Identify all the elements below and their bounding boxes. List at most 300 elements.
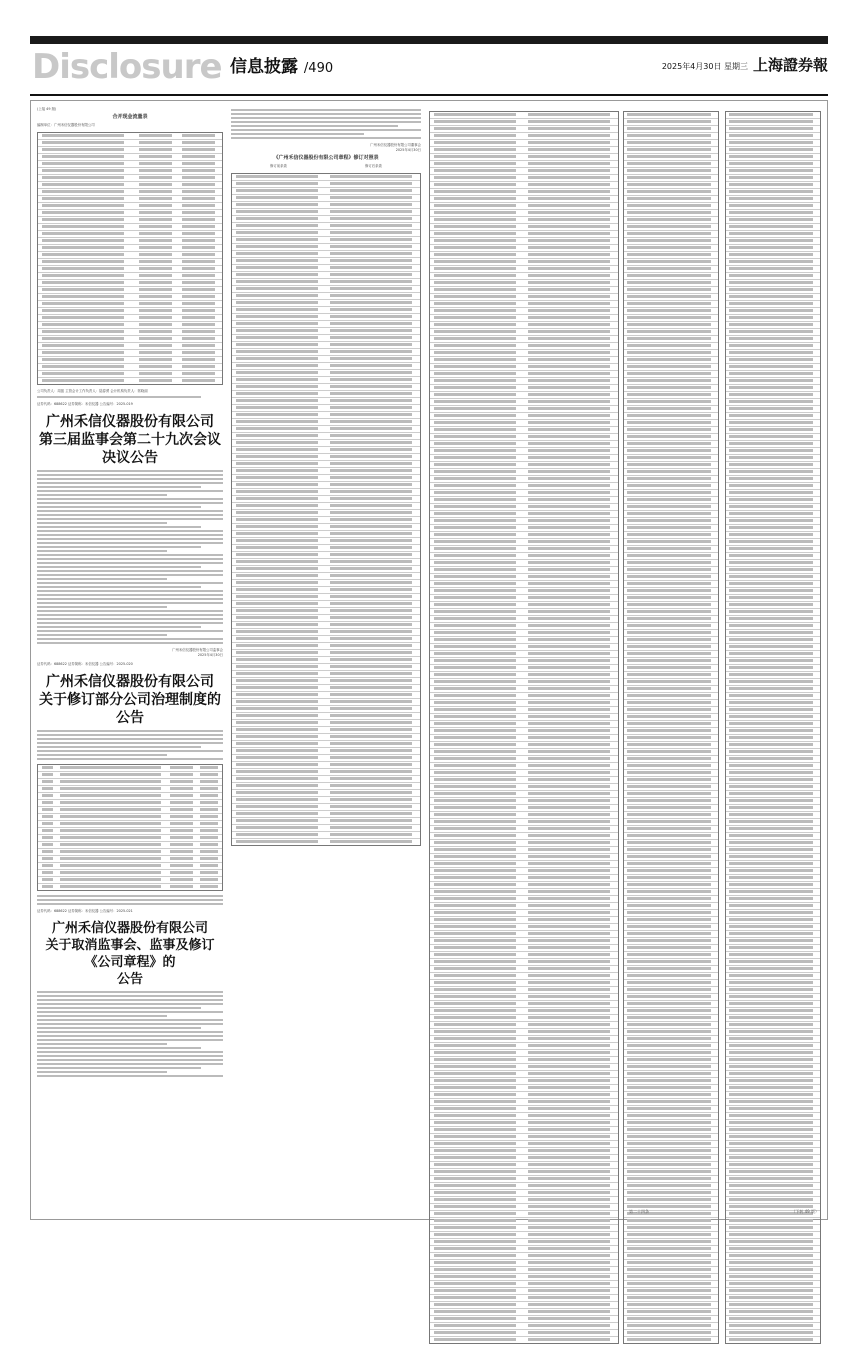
table-row bbox=[430, 1036, 618, 1043]
table-row bbox=[430, 1134, 618, 1141]
table-cell bbox=[729, 876, 814, 879]
table-cell bbox=[42, 281, 125, 284]
table-cell bbox=[528, 1205, 611, 1208]
table-cell bbox=[139, 183, 172, 186]
table-cell bbox=[170, 787, 192, 790]
table-cell bbox=[236, 399, 319, 402]
table-cell bbox=[170, 885, 192, 888]
table-cell bbox=[528, 925, 611, 928]
table-cell bbox=[627, 897, 712, 900]
table-row bbox=[624, 651, 718, 658]
table-row bbox=[624, 679, 718, 686]
table-cell bbox=[627, 771, 712, 774]
bylaws-table-right-b bbox=[725, 111, 821, 1344]
table-cell bbox=[60, 850, 161, 853]
table-row bbox=[430, 651, 618, 658]
table-row bbox=[726, 693, 820, 700]
table-cell bbox=[434, 316, 517, 319]
table-cell bbox=[729, 204, 814, 207]
column-2 bbox=[231, 107, 421, 850]
table-cell bbox=[236, 280, 319, 283]
table-cell bbox=[434, 995, 517, 998]
table-cell bbox=[627, 1198, 712, 1201]
table-cell bbox=[139, 246, 172, 249]
table-cell bbox=[528, 736, 611, 739]
table-cell bbox=[627, 372, 712, 375]
table-cell bbox=[528, 1086, 611, 1089]
table-cell bbox=[330, 679, 413, 682]
table-cell bbox=[330, 175, 413, 178]
table-row bbox=[232, 727, 420, 734]
table-row bbox=[38, 329, 222, 336]
table-cell bbox=[330, 833, 413, 836]
table-cell bbox=[627, 498, 712, 501]
table-cell bbox=[42, 885, 53, 888]
text-line bbox=[37, 1003, 223, 1005]
table-cell bbox=[42, 204, 125, 207]
table-row bbox=[726, 182, 820, 189]
table-row bbox=[726, 203, 820, 210]
table-row bbox=[232, 419, 420, 426]
table-cell bbox=[42, 260, 125, 263]
table-cell bbox=[729, 1051, 814, 1054]
table-cell bbox=[236, 217, 319, 220]
text-line bbox=[37, 991, 223, 993]
table-cell bbox=[330, 735, 413, 738]
table-cell bbox=[139, 260, 172, 263]
table-row bbox=[624, 1281, 718, 1288]
table-cell bbox=[627, 708, 712, 711]
table-cell bbox=[729, 1247, 814, 1250]
table-row bbox=[624, 756, 718, 763]
table-cell bbox=[434, 561, 517, 564]
table-cell bbox=[528, 470, 611, 473]
table-cell bbox=[434, 183, 517, 186]
table-cell bbox=[627, 1261, 712, 1264]
table-cell bbox=[42, 316, 125, 319]
table-row bbox=[430, 231, 618, 238]
table-cell bbox=[627, 428, 712, 431]
table-cell bbox=[434, 582, 517, 585]
table-row bbox=[624, 721, 718, 728]
table-row bbox=[430, 168, 618, 175]
table-cell bbox=[42, 358, 125, 361]
table-cell bbox=[528, 638, 611, 641]
table-row bbox=[38, 814, 222, 821]
table-cell bbox=[627, 246, 712, 249]
table-row bbox=[38, 835, 222, 842]
table-cell bbox=[42, 162, 125, 165]
table-row bbox=[624, 1029, 718, 1036]
table-cell bbox=[528, 519, 611, 522]
table-cell bbox=[434, 148, 517, 151]
table-cell bbox=[729, 834, 814, 837]
table-cell bbox=[42, 169, 125, 172]
table-row bbox=[624, 1162, 718, 1169]
table-cell bbox=[330, 413, 413, 416]
table-cell bbox=[528, 477, 611, 480]
table-cell bbox=[627, 519, 712, 522]
table-cell bbox=[139, 253, 172, 256]
table-cell bbox=[627, 463, 712, 466]
table-cell bbox=[528, 1100, 611, 1103]
table-cell bbox=[528, 582, 611, 585]
table-cell bbox=[434, 127, 517, 130]
table-cell bbox=[200, 871, 218, 874]
table-cell bbox=[528, 1282, 611, 1285]
table-row bbox=[430, 665, 618, 672]
table-row bbox=[232, 447, 420, 454]
table-cell bbox=[330, 728, 413, 731]
table-cell bbox=[434, 645, 517, 648]
table-cell bbox=[729, 1205, 814, 1208]
brand-logo: Disclosure bbox=[32, 47, 222, 87]
text-line bbox=[37, 1071, 167, 1073]
table-cell bbox=[528, 540, 611, 543]
table-cell bbox=[200, 864, 218, 867]
table-cell bbox=[528, 932, 611, 935]
text-line bbox=[37, 590, 223, 592]
table-row bbox=[430, 560, 618, 567]
bylaws-table-left bbox=[231, 173, 421, 846]
table-row bbox=[430, 1113, 618, 1120]
table-cell bbox=[170, 864, 192, 867]
table-cell bbox=[528, 708, 611, 711]
table-row bbox=[624, 336, 718, 343]
table-cell bbox=[42, 148, 125, 151]
table-cell bbox=[236, 658, 319, 661]
cashflow-table-title: 合并现金流量表 bbox=[112, 114, 148, 120]
table-row bbox=[726, 1008, 820, 1015]
table-cell bbox=[627, 1296, 712, 1299]
table-cell bbox=[200, 808, 218, 811]
table-cell bbox=[236, 595, 319, 598]
text-line bbox=[37, 562, 223, 564]
table-row bbox=[624, 826, 718, 833]
table-cell bbox=[729, 386, 814, 389]
table-row bbox=[726, 1015, 820, 1022]
table-cell bbox=[139, 358, 172, 361]
table-row bbox=[624, 917, 718, 924]
table-row bbox=[430, 1281, 618, 1288]
table-cell bbox=[528, 897, 611, 900]
text-line bbox=[37, 1015, 167, 1017]
table-cell bbox=[627, 1317, 712, 1320]
table-row bbox=[726, 798, 820, 805]
table-row bbox=[726, 189, 820, 196]
table-cell bbox=[60, 878, 161, 881]
table-cell bbox=[434, 1121, 517, 1124]
bylaws-table-right-a bbox=[623, 111, 719, 1344]
article-2-body bbox=[37, 730, 223, 760]
table-cell bbox=[170, 822, 192, 825]
table-cell bbox=[236, 273, 319, 276]
table-row bbox=[624, 1337, 718, 1343]
table-row bbox=[430, 1197, 618, 1204]
table-cell bbox=[729, 750, 814, 753]
table-row bbox=[624, 896, 718, 903]
table-cell bbox=[729, 456, 814, 459]
table-row bbox=[624, 658, 718, 665]
table-row bbox=[430, 161, 618, 168]
table-row bbox=[430, 945, 618, 952]
table-cell bbox=[627, 778, 712, 781]
table-cell bbox=[330, 539, 413, 542]
table-cell bbox=[200, 843, 218, 846]
masthead-rule bbox=[30, 94, 828, 96]
table-cell bbox=[528, 498, 611, 501]
table-row bbox=[430, 266, 618, 273]
table-cell bbox=[729, 351, 814, 354]
table-cell bbox=[729, 365, 814, 368]
table-cell bbox=[627, 400, 712, 403]
table-row bbox=[624, 735, 718, 742]
table-cell bbox=[627, 645, 712, 648]
table-cell bbox=[627, 414, 712, 417]
table-cell bbox=[330, 231, 413, 234]
table-cell bbox=[627, 547, 712, 550]
table-cell bbox=[434, 953, 517, 956]
table-cell bbox=[627, 1079, 712, 1082]
table-cell bbox=[434, 204, 517, 207]
table-cell bbox=[434, 1282, 517, 1285]
table-cell bbox=[528, 1247, 611, 1250]
table-row bbox=[232, 426, 420, 433]
table-row bbox=[726, 231, 820, 238]
table-row bbox=[430, 441, 618, 448]
table-row bbox=[624, 224, 718, 231]
text-line bbox=[37, 903, 223, 905]
table-cell bbox=[627, 183, 712, 186]
table-row bbox=[624, 686, 718, 693]
text-line bbox=[37, 478, 223, 480]
table-cell bbox=[729, 463, 814, 466]
table-cell bbox=[627, 827, 712, 830]
table-row bbox=[726, 273, 820, 280]
table-row bbox=[430, 917, 618, 924]
table-row bbox=[232, 412, 420, 419]
table-cell bbox=[434, 1310, 517, 1313]
table-cell bbox=[434, 785, 517, 788]
table-row bbox=[232, 839, 420, 845]
table-cell bbox=[729, 659, 814, 662]
table-row bbox=[430, 1302, 618, 1309]
table-row bbox=[430, 322, 618, 329]
table-cell bbox=[729, 281, 814, 284]
table-row bbox=[726, 581, 820, 588]
table-cell bbox=[729, 141, 814, 144]
table-cell bbox=[182, 323, 215, 326]
table-cell bbox=[139, 372, 172, 375]
table-row bbox=[430, 1295, 618, 1302]
table-cell bbox=[139, 302, 172, 305]
table-cell bbox=[236, 511, 319, 514]
text-line bbox=[37, 1055, 223, 1057]
table-cell bbox=[627, 855, 712, 858]
table-row bbox=[726, 1071, 820, 1078]
table-cell bbox=[200, 836, 218, 839]
table-cell bbox=[330, 721, 413, 724]
text-line bbox=[37, 634, 167, 636]
text-line bbox=[37, 566, 201, 568]
table-cell bbox=[139, 351, 172, 354]
table-row bbox=[726, 735, 820, 742]
table-row bbox=[726, 966, 820, 973]
table-row bbox=[430, 147, 618, 154]
table-cell bbox=[434, 1219, 517, 1222]
table-cell bbox=[729, 904, 814, 907]
table-cell bbox=[627, 120, 712, 123]
table-cell bbox=[60, 857, 161, 860]
table-cell bbox=[170, 815, 192, 818]
table-cell bbox=[729, 939, 814, 942]
table-row bbox=[726, 245, 820, 252]
text-line bbox=[37, 602, 223, 604]
table-cell bbox=[434, 379, 517, 382]
table-row bbox=[430, 539, 618, 546]
table-cell bbox=[528, 323, 611, 326]
text-line bbox=[37, 626, 201, 628]
table-row bbox=[726, 574, 820, 581]
table-cell bbox=[729, 148, 814, 151]
table-cell bbox=[528, 162, 611, 165]
table-cell bbox=[182, 148, 215, 151]
table-cell bbox=[330, 189, 413, 192]
table-cell bbox=[170, 794, 192, 797]
table-cell bbox=[434, 344, 517, 347]
table-cell bbox=[330, 455, 413, 458]
table-cell bbox=[434, 946, 517, 949]
table-row bbox=[726, 1022, 820, 1029]
table-cell bbox=[729, 638, 814, 641]
table-cell bbox=[627, 1142, 712, 1145]
table-cell bbox=[182, 162, 215, 165]
table-row bbox=[624, 798, 718, 805]
table-cell bbox=[42, 190, 125, 193]
table-cell bbox=[729, 1303, 814, 1306]
table-cell bbox=[729, 484, 814, 487]
table-row bbox=[726, 112, 820, 119]
table-cell bbox=[236, 546, 319, 549]
table-cell bbox=[236, 490, 319, 493]
table-cell bbox=[434, 792, 517, 795]
table-cell bbox=[528, 1212, 611, 1215]
table-cell bbox=[330, 245, 413, 248]
table-row bbox=[726, 644, 820, 651]
table-row bbox=[38, 154, 222, 161]
table-row bbox=[232, 769, 420, 776]
table-cell bbox=[528, 876, 611, 879]
table-row bbox=[430, 385, 618, 392]
table-cell bbox=[528, 1310, 611, 1313]
table-row bbox=[430, 336, 618, 343]
table-cell bbox=[236, 231, 319, 234]
table-cell bbox=[528, 946, 611, 949]
table-cell bbox=[528, 246, 611, 249]
table-row bbox=[726, 854, 820, 861]
table-row bbox=[430, 497, 618, 504]
table-row bbox=[430, 553, 618, 560]
table-cell bbox=[434, 1247, 517, 1250]
table-row bbox=[430, 595, 618, 602]
table-cell bbox=[236, 574, 319, 577]
table-cell bbox=[330, 462, 413, 465]
table-row bbox=[232, 587, 420, 594]
table-row bbox=[38, 196, 222, 203]
table-row bbox=[624, 147, 718, 154]
table-row bbox=[430, 1064, 618, 1071]
table-cell bbox=[330, 560, 413, 563]
table-row bbox=[726, 1043, 820, 1050]
text-line bbox=[37, 895, 223, 897]
table-cell bbox=[729, 806, 814, 809]
table-cell bbox=[200, 857, 218, 860]
table-row bbox=[624, 924, 718, 931]
table-row bbox=[624, 1099, 718, 1106]
table-row bbox=[624, 518, 718, 525]
table-cell bbox=[627, 1149, 712, 1152]
table-row bbox=[624, 595, 718, 602]
table-cell bbox=[528, 694, 611, 697]
table-cell bbox=[42, 801, 53, 804]
table-row bbox=[726, 154, 820, 161]
table-cell bbox=[434, 1324, 517, 1327]
table-cell bbox=[729, 1198, 814, 1201]
table-cell bbox=[729, 1268, 814, 1271]
table-cell bbox=[627, 456, 712, 459]
table-row bbox=[624, 882, 718, 889]
table-row bbox=[726, 1134, 820, 1141]
table-cell bbox=[528, 974, 611, 977]
table-cell bbox=[729, 162, 814, 165]
table-row bbox=[232, 832, 420, 839]
table-cell bbox=[182, 169, 215, 172]
table-row bbox=[726, 959, 820, 966]
table-cell bbox=[729, 421, 814, 424]
table-cell bbox=[330, 266, 413, 269]
table-row bbox=[624, 203, 718, 210]
table-cell bbox=[434, 540, 517, 543]
text-line bbox=[37, 482, 223, 484]
table-cell bbox=[434, 855, 517, 858]
table-cell bbox=[528, 274, 611, 277]
table-cell bbox=[729, 1002, 814, 1005]
table-cell bbox=[330, 224, 413, 227]
table-row bbox=[430, 686, 618, 693]
table-row bbox=[38, 252, 222, 259]
table-cell bbox=[434, 1065, 517, 1068]
table-cell bbox=[330, 357, 413, 360]
table-cell bbox=[729, 442, 814, 445]
table-cell bbox=[182, 260, 215, 263]
table-cell bbox=[729, 890, 814, 893]
table-row bbox=[624, 504, 718, 511]
table-cell bbox=[236, 539, 319, 542]
table-row bbox=[726, 567, 820, 574]
text-line bbox=[37, 734, 223, 736]
table-cell bbox=[729, 673, 814, 676]
article-2-title: 广州禾信仪器股份有限公司 关于修订部分公司治理制度的公告 bbox=[39, 674, 221, 726]
table-cell bbox=[729, 239, 814, 242]
table-cell bbox=[528, 1296, 611, 1299]
table-cell bbox=[729, 344, 814, 347]
table-row bbox=[624, 462, 718, 469]
table-row bbox=[38, 322, 222, 329]
table-cell bbox=[528, 1002, 611, 1005]
table-cell bbox=[434, 778, 517, 781]
table-row bbox=[726, 336, 820, 343]
table-row bbox=[430, 315, 618, 322]
